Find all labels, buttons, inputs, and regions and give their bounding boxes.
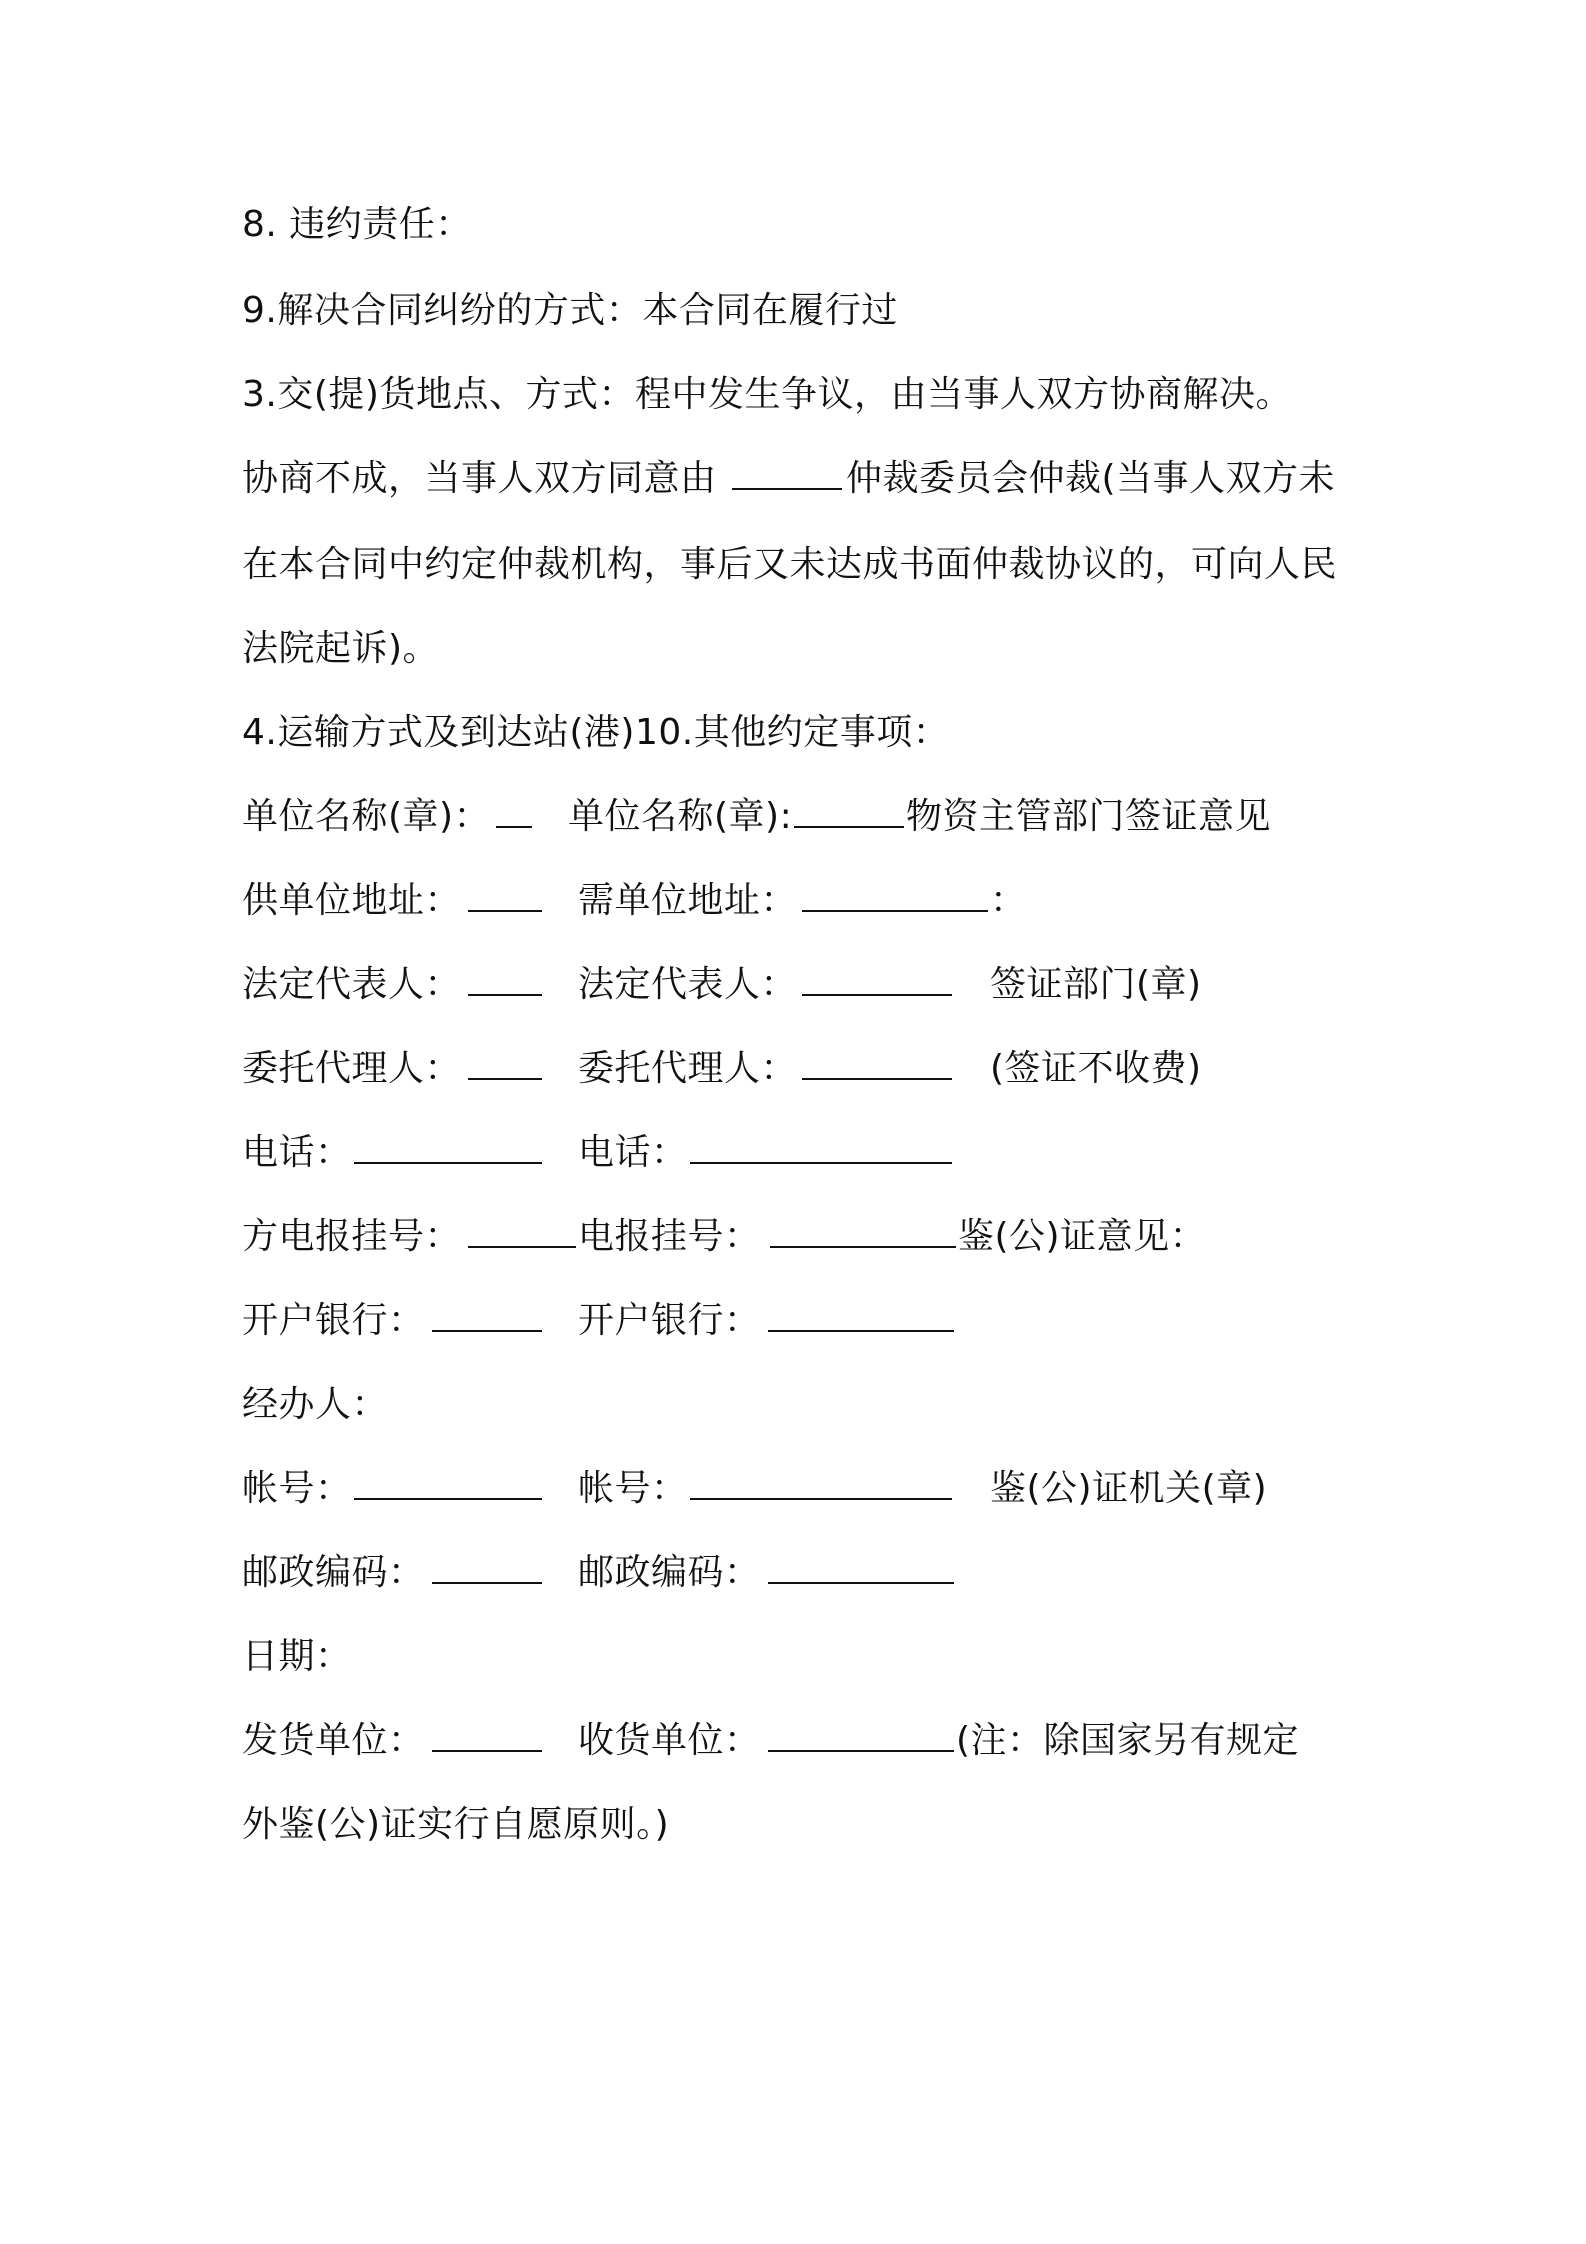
supplier-legal-rep-label: 法定代表人： bbox=[242, 964, 462, 1005]
free-certification-note: (签证不收费) bbox=[990, 1048, 1202, 1089]
buyer-telegraph-blank bbox=[770, 1212, 956, 1262]
clause-9-text: 9.解决合同纠纷的方式：本合同在履行过 bbox=[242, 290, 898, 331]
arbitration-blank bbox=[732, 454, 842, 504]
note-text-a: (注：除国家另有规定 bbox=[956, 1720, 1300, 1761]
clause-8-text: 8. 违约责任： bbox=[242, 204, 472, 245]
buyer-phone-blank bbox=[690, 1128, 952, 1178]
supplier-phone-label: 电话： bbox=[242, 1132, 352, 1173]
supplier-bank-label: 开户银行： bbox=[242, 1300, 425, 1341]
supplier-postcode-label: 邮政编码： bbox=[242, 1552, 425, 1593]
buyer-bank-label: 开户银行： bbox=[578, 1300, 761, 1341]
supplier-agent-blank bbox=[468, 1044, 542, 1094]
supplier-unit-name-blank bbox=[496, 792, 532, 842]
supplier-address-label: 供单位地址： bbox=[242, 880, 462, 921]
buyer-agent-blank bbox=[802, 1044, 952, 1094]
supplier-unit-name-label: 单位名称(章)： bbox=[242, 796, 491, 837]
court-text: 法院起诉)。 bbox=[242, 628, 440, 669]
handler-label: 经办人： bbox=[242, 1384, 389, 1425]
authority-opinion-label: 物资主管部门签证意见 bbox=[906, 796, 1272, 837]
buyer-legal-rep-blank bbox=[802, 960, 952, 1010]
address-colon: ： bbox=[990, 880, 1027, 921]
buyer-unit-name-label: 单位名称(章): bbox=[568, 796, 793, 837]
supplier-legal-rep-blank bbox=[468, 960, 542, 1010]
shipper-blank bbox=[432, 1716, 542, 1766]
notarization-opinion-label: 鉴(公)证意见： bbox=[958, 1216, 1207, 1257]
supplier-telegraph-label: 方电报挂号： bbox=[242, 1216, 462, 1257]
clause-4-text: 4.运输方式及到达站(港)10.其他约定事项： bbox=[242, 712, 950, 753]
supplier-agent-label: 委托代理人： bbox=[242, 1048, 462, 1089]
buyer-telegraph-label: 电报挂号： bbox=[578, 1216, 761, 1257]
supplier-bank-blank bbox=[432, 1296, 542, 1346]
buyer-account-label: 帐号： bbox=[578, 1468, 688, 1509]
arbitration-cont-text: 在本合同中约定仲裁机构，事后又未达成书面仲裁协议的，可向人民 bbox=[242, 544, 1338, 585]
consignee-label: 收货单位： bbox=[578, 1720, 761, 1761]
supplier-phone-blank bbox=[354, 1128, 542, 1178]
clause-3-text: 3.交(提)货地点、方式：程中发生争议，由当事人双方协商解决。 bbox=[242, 374, 1292, 415]
buyer-address-label: 需单位地址： bbox=[578, 880, 798, 921]
certifying-dept-label: 签证部门(章) bbox=[990, 964, 1202, 1005]
supplier-address-blank bbox=[468, 876, 542, 926]
supplier-postcode-blank bbox=[432, 1548, 542, 1598]
buyer-postcode-blank bbox=[768, 1548, 954, 1598]
arbitration-text-b: 仲裁委员会仲裁(当事人双方未 bbox=[846, 458, 1336, 499]
consignee-blank bbox=[768, 1716, 954, 1766]
shipper-label: 发货单位： bbox=[242, 1720, 425, 1761]
buyer-bank-blank bbox=[768, 1296, 954, 1346]
buyer-phone-label: 电话： bbox=[578, 1132, 688, 1173]
buyer-unit-name-blank bbox=[794, 792, 904, 842]
supplier-telegraph-blank bbox=[468, 1212, 576, 1262]
supplier-account-label: 帐号： bbox=[242, 1468, 352, 1509]
arbitration-text-a: 协商不成，当事人双方同意由 bbox=[242, 458, 717, 499]
buyer-postcode-label: 邮政编码： bbox=[578, 1552, 761, 1593]
date-label: 日期： bbox=[242, 1636, 352, 1677]
buyer-legal-rep-label: 法定代表人： bbox=[578, 964, 798, 1005]
buyer-address-blank bbox=[802, 876, 988, 926]
buyer-account-blank bbox=[690, 1464, 952, 1514]
note-text-b: 外鉴(公)证实行自愿原则。) bbox=[242, 1804, 670, 1845]
notary-office-label: 鉴(公)证机关(章) bbox=[990, 1468, 1268, 1509]
buyer-agent-label: 委托代理人： bbox=[578, 1048, 798, 1089]
supplier-account-blank bbox=[354, 1464, 542, 1514]
